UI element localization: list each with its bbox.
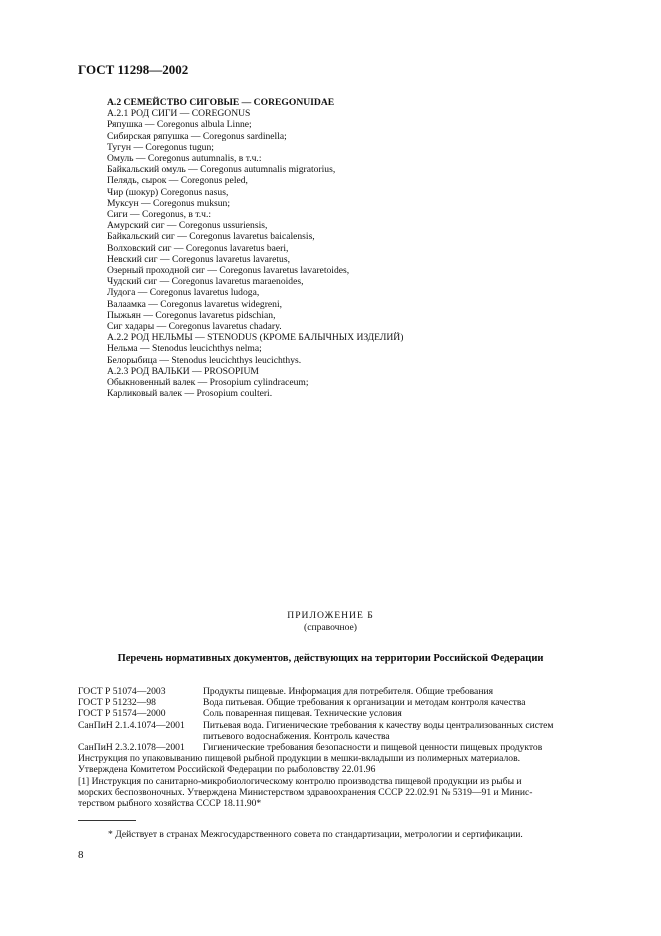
reference-text: Вода питьевая. Общие требования к организации и методам контроля качества	[203, 697, 526, 709]
list-item: Ряпушка — Coregonus albula Linne;	[107, 119, 252, 131]
list-item: Карликовый валек — Prosopium coulteri.	[107, 388, 273, 400]
reference-row	[78, 720, 598, 731]
family-heading: А.2 СЕМЕЙСТВО СИГОВЫЕ — COREGONUIDAE	[107, 97, 335, 108]
footnote: * Действует в странах Межгосударственного совета по стандартизации, метрологии и сертификации.	[108, 829, 523, 840]
appendix-subtitle: (справочное)	[304, 622, 357, 633]
list-item: Обыкновенный валек — Prosopium cylindraceum;	[107, 377, 309, 389]
list-item: Муксун — Coregonus muksun;	[107, 197, 230, 209]
list-item: Озерный проходной сиг — Coregonus lavaretus lavaretoides,	[107, 265, 350, 277]
list-item: Омуль — Coregonus autumnalis, в т.ч.:	[107, 153, 262, 165]
genus-heading: А.2.2 РОД НЕЛЬМЫ — STENODUS (КРОМЕ БАЛЫЧНЫХ ИЗДЕЛИЙ)	[107, 332, 404, 344]
reference-code: СанПиН 2.3.2.1078—2001	[78, 742, 185, 754]
reference-code: ГОСТ Р 51074—2003	[78, 686, 166, 697]
list-item: Сибирская ряпушка — Coregonus sardinella;	[107, 130, 287, 142]
reference-row	[78, 742, 598, 753]
reference-text-continuation: питьевого водоснабжения. Контроль качества	[203, 730, 390, 742]
reference-text: Соль поваренная пищевая. Технические условия	[203, 708, 402, 720]
reference-text: Питьевая вода. Гигиенические требования к качеству воды централизованных систем	[203, 719, 554, 731]
list-item: Байкальский омуль — Coregonus autumnalis migratorius,	[107, 164, 336, 176]
list-item: Пелядь, сырок — Coregonus peled,	[107, 175, 248, 187]
list-item: Чудский сиг — Coregonus lavaretus maraenoides,	[107, 276, 304, 288]
list-item: Белорыбица — Stenodus leucichthys leucichthys.	[107, 354, 302, 366]
appendix-title: ПРИЛОЖЕНИЕ Б	[287, 610, 374, 621]
appendix-heading: Перечень нормативных документов, действующих на территории Российской Федерации	[117, 653, 544, 664]
footnote-divider	[78, 820, 136, 821]
list-item: Тугун — Coregonus tugun;	[107, 141, 214, 153]
reference-row	[78, 697, 598, 708]
genus-heading: А.2.3 РОД ВАЛЬКИ — PROSOPIUM	[107, 365, 259, 377]
reference-list	[78, 686, 598, 809]
list-item: Байкальский сиг — Coregonus lavaretus baicalensis,	[107, 231, 315, 243]
page-number: 8	[78, 849, 84, 861]
species-list	[107, 97, 403, 399]
list-item: Лудога — Coregonus lavaretus ludoga,	[107, 287, 260, 299]
reference-code: ГОСТ Р 51574—2000	[78, 708, 166, 720]
list-item: Волховский сиг — Coregonus lavaretus baeri,	[107, 242, 289, 254]
list-item: Сиг хадары — Coregonus lavaretus chadary.	[107, 321, 282, 333]
reference-row	[78, 708, 598, 719]
document-header: ГОСТ 11298—2002	[78, 62, 189, 77]
instruction-line: морских беспозвоночных. Утверждена Министерством здравоохранения СССР 22.02.91 № 5319—91 и Минис-	[78, 786, 533, 798]
instruction-line: Утверждена Комитетом Российской Федерации по рыболовству 22.01.96	[78, 764, 376, 776]
list-item: Пыжьян — Coregonus lavaretus pidschian,	[107, 309, 276, 321]
reference-text: Продукты пищевые. Информация для потребителя. Общие требования	[203, 686, 493, 697]
reference-row	[78, 686, 598, 697]
list-item: Сиги — Coregonus, в т.ч.:	[107, 209, 212, 221]
reference-text: Гигиенические требования безопасности и пищевой ценности пищевых продуктов	[203, 742, 543, 754]
reference-code: ГОСТ Р 51232—98	[78, 697, 156, 709]
list-item: Невский сиг — Coregonus lavaretus lavaretus,	[107, 253, 290, 265]
list-item: Чир (шокур) Coregonus nasus,	[107, 186, 229, 198]
list-item: Валаамка — Coregonus lavaretus widegreni,	[107, 298, 283, 310]
instruction-line: [1] Инструкция по санитарно-микробиологическому контролю производства пищевой продукции из рыбы и	[78, 775, 522, 787]
list-item: Амурский сиг — Coregonus ussuriensis,	[107, 220, 268, 232]
genus-heading: А.2.1 РОД СИГИ — COREGONUS	[107, 108, 251, 120]
instruction-line: терством рыбного хозяйства СССР 18.11.90*	[78, 798, 262, 810]
instruction-line: Инструкция по упаковыванию пищевой рыбной продукции в мешки-вкладыши из полимерных материалов.	[78, 753, 521, 765]
list-item: Нельма — Stenodus leucichthys nelma;	[107, 343, 262, 355]
reference-code: СанПиН 2.1.4.1074—2001	[78, 719, 185, 731]
